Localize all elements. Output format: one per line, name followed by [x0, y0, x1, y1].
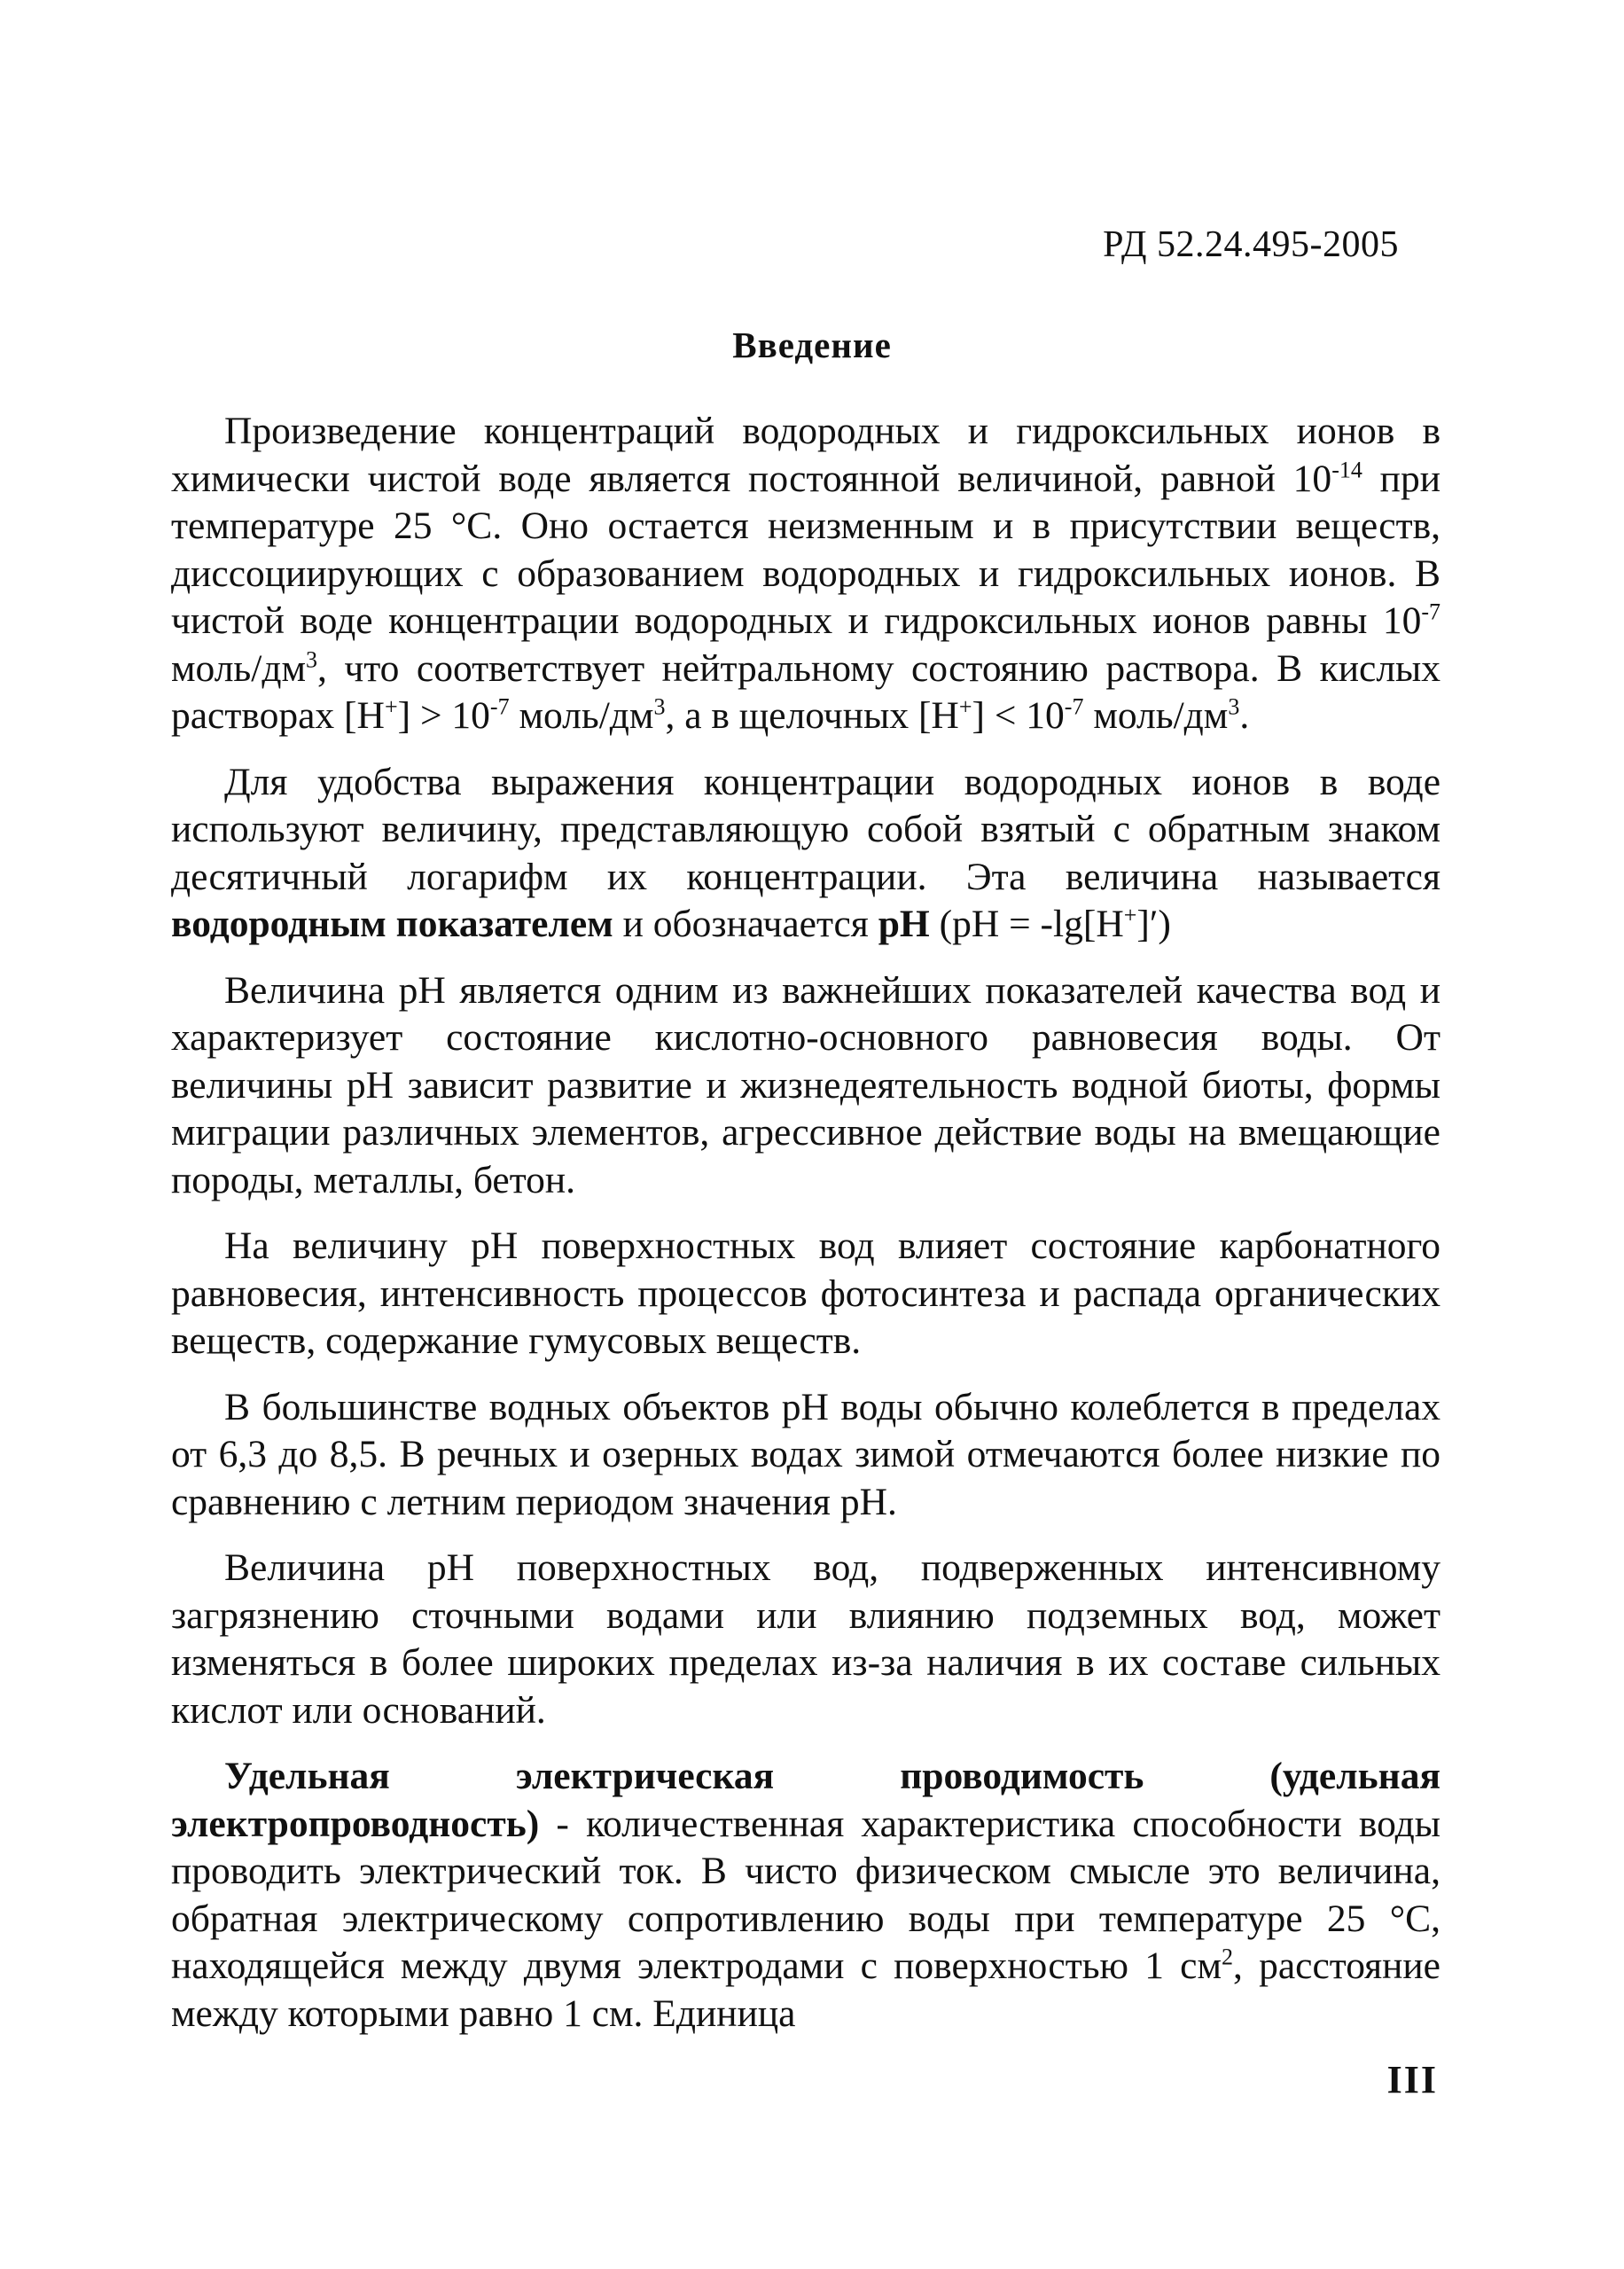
- p1-text-j: .: [1239, 694, 1250, 737]
- p1-sup-e: -7: [489, 693, 510, 720]
- p2-text-a: Для удобства выражения концентрации водородных ионов в воде используют величину, представляющую собой взятый с обратным знаком десятичный логарифм их концентрации. Эта величина называется: [171, 760, 1441, 898]
- paragraph-4: На величину рН поверхностных вод влияет состояние карбонатного равновесия, интенсивность процессов фотосинтеза и распада органических веществ, содержание гумусовых веществ.: [171, 1224, 1441, 1362]
- p2-text-c: (pH = -lg[H: [929, 903, 1124, 945]
- p1-sup-d: +: [384, 693, 398, 720]
- paragraph-6: Величина рН поверхностных вод, подверженных интенсивному загрязнению сточными водами или влиянию подземных вод, может изменяться в более широких пределах из-за наличия в их составе сильных кислот или оснований.: [171, 1546, 1441, 1732]
- p1-text-b: при температуре 25 °С. Оно остается неизменным и в присутствии веществ, диссоциирующих с образованием водородных и гидроксильных ионов. В чистой воде концентрации водородных и гидроксильных ионов равны 10: [171, 457, 1441, 642]
- paragraph-1: [171, 408, 1441, 740]
- p7-text-b: , расстояние между которыми равно 1 см. Единица: [171, 1944, 1441, 2035]
- p1-text-d: , что соответствует нейтральному состоянию раствора. В кислых растворах [Н: [171, 646, 1441, 737]
- p1-text-f: моль/дм: [509, 694, 654, 737]
- p1-sup-c: 3: [306, 646, 317, 672]
- p1-sup-h: -7: [1064, 693, 1084, 720]
- p2-text-b: и обозначается: [613, 903, 878, 945]
- p2-term-ph: pH: [878, 903, 930, 945]
- p1-text-e: ] > 10: [397, 694, 490, 737]
- p1-text-g: , а в щелочных [Н: [665, 694, 959, 737]
- paragraph-7: [171, 1753, 1441, 2038]
- p2-sup-c: +: [1123, 902, 1137, 928]
- p1-text-i: моль/дм: [1083, 694, 1229, 737]
- p1-sup-g: +: [958, 693, 972, 720]
- p1-sup-i: 3: [1228, 693, 1240, 720]
- document-body: [171, 408, 1441, 2056]
- p2-term-ph-indicator: водородным показателем: [171, 903, 613, 945]
- p1-sup-b: -7: [1421, 599, 1441, 625]
- p1-text-c: моль/дм: [171, 646, 306, 690]
- p1-sup-a: -14: [1331, 457, 1362, 482]
- section-title: Введение: [732, 325, 892, 365]
- page-number: III: [1386, 2058, 1438, 2101]
- p7-sup-a: 2: [1222, 1944, 1234, 1970]
- document-code: РД 52.24.495-2005: [1103, 224, 1399, 265]
- paragraph-5: В большинстве водных объектов рН воды обычно колеблется в пределах от 6,3 до 8,5. В речных и озерных водах зимой отмечаются более низкие по сравнению с летним периодом значения рН.: [171, 1385, 1441, 1523]
- p2-text-d: ]′): [1136, 903, 1171, 945]
- paragraph-3: Величина рН является одним из важнейших показателей качества вод и характеризует состояние кислотно-основного равновесия воды. От величины рН зависит развитие и жизнедеятельность водной биоты, формы миграции различных элементов, агрессивное действие воды на вмещающие породы, металлы, бетон.: [171, 968, 1441, 1201]
- paragraph-2: [171, 759, 1441, 949]
- p7-text-a: - количественная характеристика способности воды проводить электрический ток. В чисто физическом смысле это величина, обратная электрическому сопротивлению воды при температуре 25 °С, находящейся между двумя электродами с поверхностью 1 см: [171, 1802, 1441, 1987]
- p1-text-h: ] < 10: [972, 694, 1065, 737]
- p1-text-a: Произведение концентраций водородных и гидроксильных ионов в химически чистой воде является постоянной величиной, равной 10: [171, 410, 1441, 500]
- p7-term-conductivity: Удельная электрическая проводимость (удельная электропроводность): [171, 1755, 1441, 1845]
- p1-sup-f: 3: [653, 693, 666, 720]
